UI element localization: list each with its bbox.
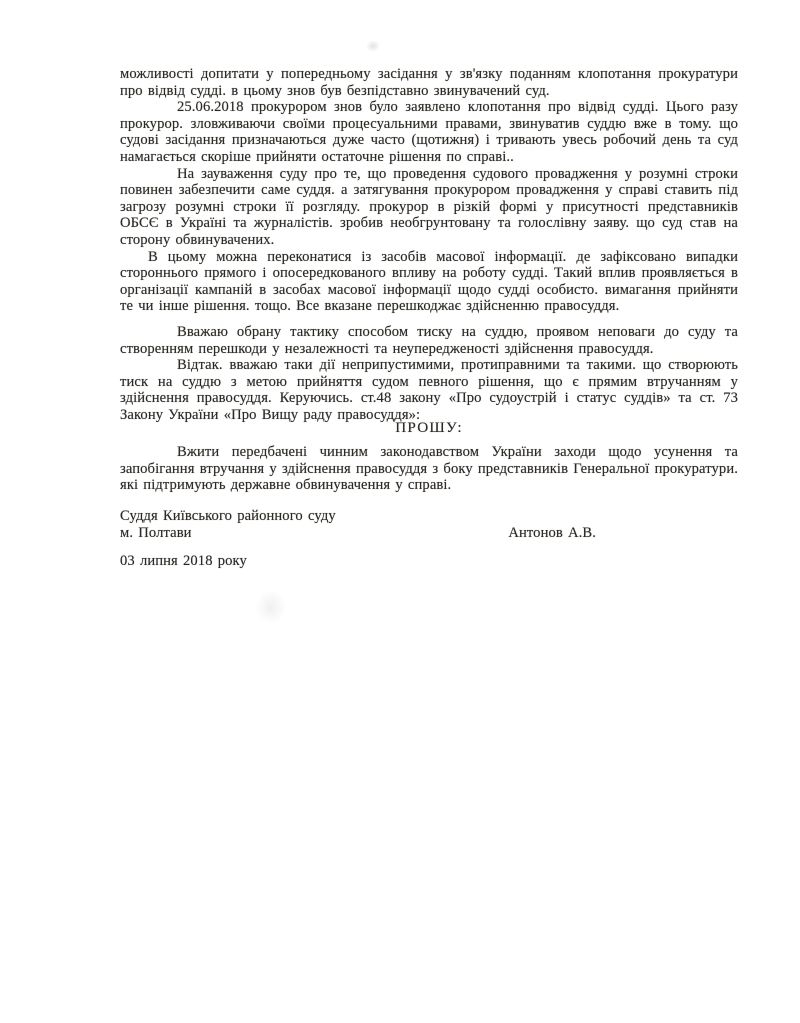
signer-role: Суддя Київського районного суду (120, 508, 336, 524)
request-paragraph: Вжити передбачені чинним законодавством України заходи щодо усунення та запобігання втручання у здійснення правосуддя з боку представників Генеральної прокуратури. які підтримують державне обвинувачення у справі. (120, 444, 738, 494)
signature-row (120, 525, 738, 542)
body-paragraph-assessment: Вважаю обрану тактику способом тиску на суддю, проявом неповаги до суду та створенням перешкоди у незалежності та неупередженості здійснення правосуддя. (120, 323, 738, 357)
document-body (120, 66, 738, 423)
document-date: 03 липня 2018 року (120, 553, 247, 569)
signature-block (120, 508, 738, 541)
signer-name: Антонов А.В. (508, 524, 596, 541)
body-paragraph-recusal-motion: 25.06.2018 прокурором знов було заявлено клопотання про відвід судді. Цього разу прокурор. зловживаючи своїми процесуальними правами, звинуватив суддю вже в тому. що судові засідання призначаються дуже часто (щотижня) і тривають увесь робочий день та суд намагається скоріше прийняти остаточне рішення по справі.. (120, 99, 738, 165)
scan-smudge-bottom (256, 590, 286, 624)
signer-city: м. Полтави (120, 524, 192, 541)
body-paragraph-media-influence: В цьому можна переконатися із засобів масової інформації. де зафіксовано випадки стороннього прямого і опосередкованого впливу на роботу судді. Такий вплив проявляється в організації кампаній в засобах масової інформації щодо судді особисто. вимагання прийняти те чи інше рішення. тощо. Все вказане перешкоджає здійсненню правосуддя. (120, 248, 738, 315)
body-paragraph-legal-grounds: Відтак. вважаю таки дії неприпустимими, протиправними та такими. що створюють тиск на суддю з метою прийняття судом певного рішення, що є прямим втручанням у здійснення правосуддя. Керуючись. ст.48 закону «Про судоустрій і статус суддів» та ст. 73 Закону України «Про Вищу раду правосуддя»: (120, 357, 738, 423)
request-section (120, 444, 738, 494)
body-paragraph-court-remark: На зауваження суду про те, що проведення судового провадження у розумні строки повинен забезпечити саме суддя. а затягування прокурором провадження у справі ставить під загрозу розумні строки її розгляду. прокурор в різкій формі у присутності представників ОБСЄ в Україні та журналістів. зробив необгрунтовану та голослівну заяву. що суд став на сторону обвинувачених. (120, 165, 738, 248)
scan-smudge-top (366, 40, 380, 52)
request-heading: ПРОШУ: (395, 419, 463, 436)
body-paragraph-continuation: можливості допитати у попередньому засідання у зв'язку поданням клопотання прокуратури про відвід судді. в цьому знов був безпідставно звинувачений суд. (120, 66, 738, 99)
